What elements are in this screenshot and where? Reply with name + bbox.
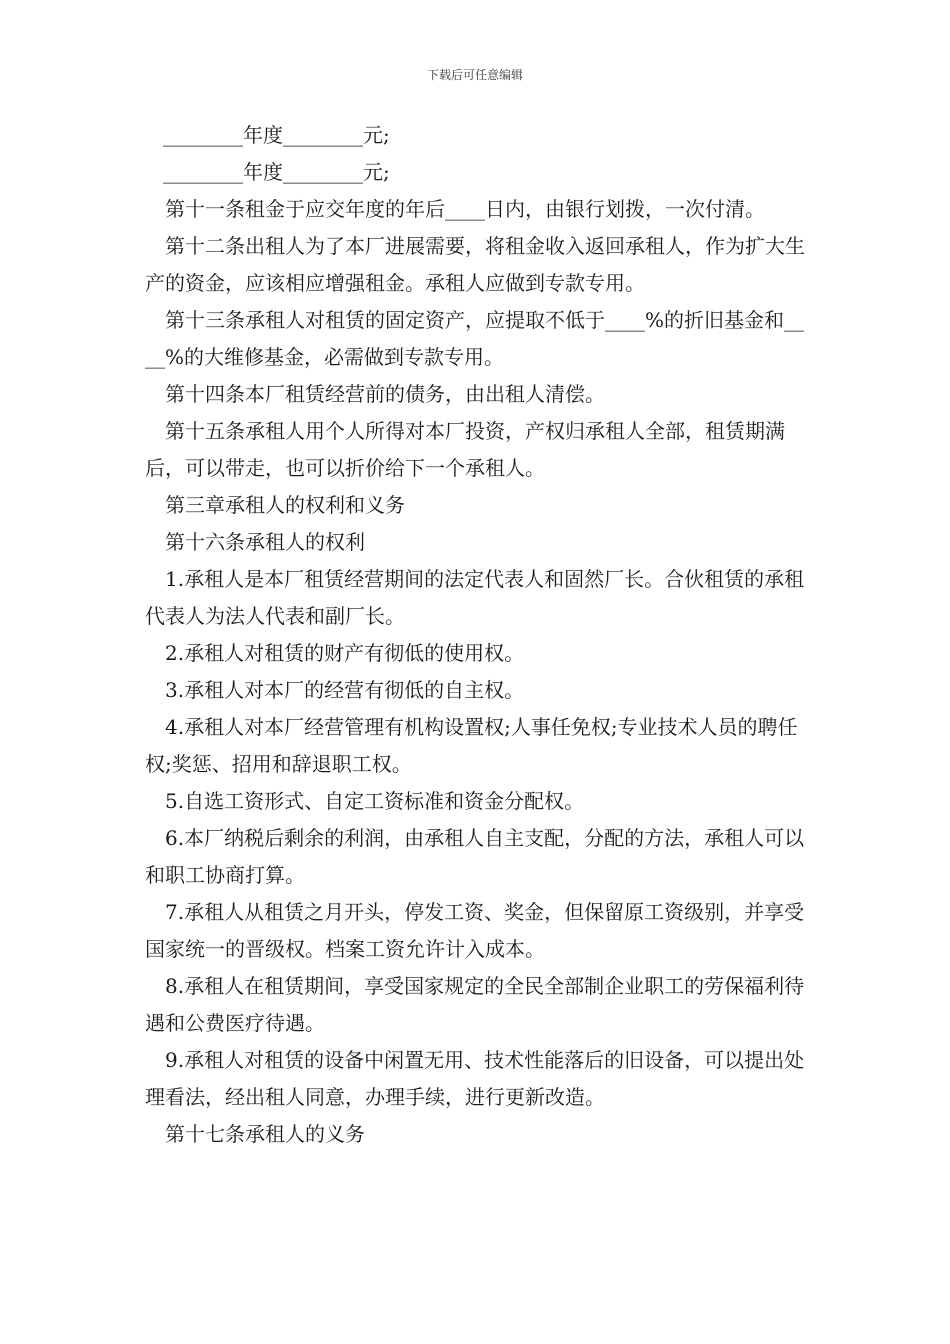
rent-blank-line-1: ________年度________元; <box>163 123 390 147</box>
right-item-2: 2.承租人对租赁的财产有彻低的使用权。 <box>165 641 525 665</box>
page-header: 下载后可任意编辑 <box>426 68 523 82</box>
article-13: 第十三条承租人对租赁的固定资产，应提取不低于____%的折旧基金和____%的大维修基金，必需做到专款专用。 <box>145 308 805 369</box>
article-15: 第十五条承租人用个人所得对本厂投资，产权归承租人全部，租赁期满后，可以带走，也可以折价给下一个承租人。 <box>145 419 785 480</box>
rent-blank-line-2: ________年度________元; <box>163 160 390 184</box>
article-12: 第十二条出租人为了本厂进展需要，将租金收入返回承租人，作为扩大生产的资金，应该相应增强租金。承租人应做到专款专用。 <box>145 234 805 295</box>
right-item-8: 8.承租人在租赁期间，享受国家规定的全民全部制企业职工的劳保福利待遇和公费医疗待遇。 <box>145 974 805 1035</box>
right-item-4: 4.承租人对本厂经营管理有机构设置权;人事任免权;专业技术人员的聘任权;奖惩、招用和辞退职工权。 <box>145 715 798 776</box>
right-item-1: 1.承租人是本厂租赁经营期间的法定代表人和固然厂长。合伙租赁的承租代表人为法人代表和副厂长。 <box>145 567 805 628</box>
right-item-3: 3.承租人对本厂的经营有彻低的自主权。 <box>165 678 525 702</box>
article-16-heading: 第十六条承租人的权利 <box>165 530 365 554</box>
chapter-3-heading: 第三章承租人的权利和义务 <box>165 493 405 517</box>
document-body <box>145 117 810 1153</box>
right-item-9: 9.承租人对租赁的设备中闲置无用、技术性能落后的旧设备，可以提出处理看法，经出租人同意，办理手续，进行更新改造。 <box>145 1048 805 1109</box>
article-14: 第十四条本厂租赁经营前的债务，由出租人清偿。 <box>165 382 605 406</box>
article-11: 第十一条租金于应交年度的年后____日内，由银行划拨，一次付清。 <box>165 197 765 221</box>
right-item-7: 7.承租人从租赁之月开头，停发工资、奖金，但保留原工资级别，并享受国家统一的晋级权。档案工资允许计入成本。 <box>145 900 805 961</box>
article-17-heading: 第十七条承租人的义务 <box>165 1122 365 1146</box>
right-item-6: 6.本厂纳税后剩余的利润，由承租人自主支配，分配的方法，承租人可以和职工协商打算。 <box>145 826 805 887</box>
right-item-5: 5.自选工资形式、自定工资标准和资金分配权。 <box>165 789 585 813</box>
